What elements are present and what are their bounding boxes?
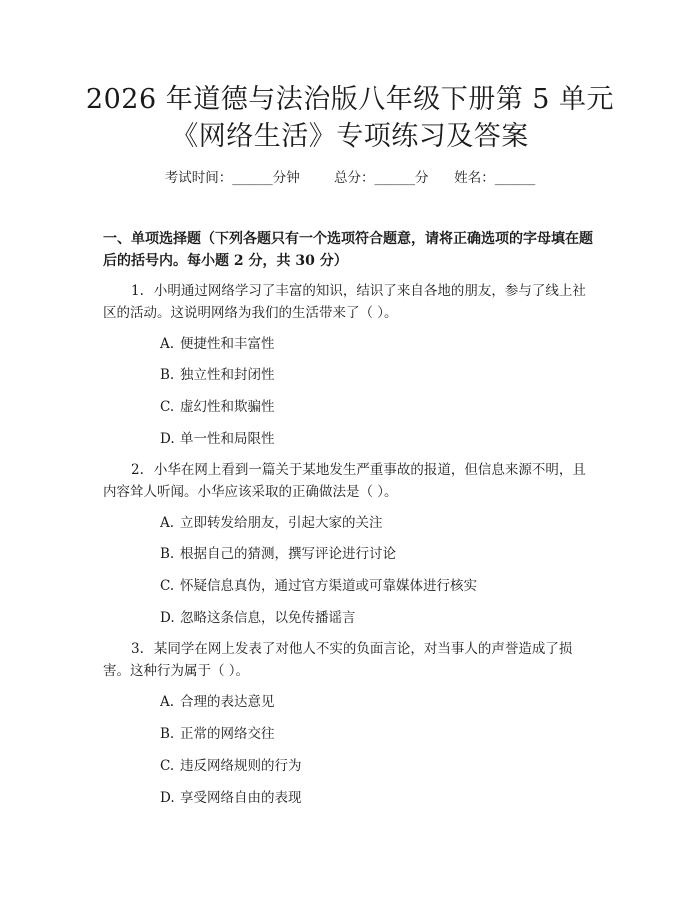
question-3-option-c: C. 违反网络规则的行为 — [160, 758, 302, 774]
question-3-option-b: B. 正常的网络交往 — [160, 726, 275, 742]
total-score-field: 总分：______分 — [334, 170, 429, 186]
question-1-stem-line2: 区的活动。这说明网络为我们的生活带来了（ ）。 — [103, 305, 398, 321]
question-3-stem-line1: 3. 某同学在网上发表了对他人不实的负面言论，对当事人的声誉造成了损 — [131, 641, 573, 657]
question-1-option-b: B. 独立性和封闭性 — [160, 367, 275, 383]
question-1-option-d: D. 单一性和局限性 — [160, 431, 275, 447]
document-title-line2: 《网络生活》专项练习及答案 — [171, 121, 529, 152]
question-1-number: 1. — [131, 283, 144, 299]
section-heading-line2: 后的括号内。每小题 2 分，共 30 分） — [103, 253, 348, 269]
question-2-number: 2. — [131, 462, 144, 478]
exam-time-field: 考试时间：______分钟 — [164, 170, 300, 186]
student-name-field: 姓名：______ — [454, 170, 536, 186]
question-3-option-a: A. 合理的表达意见 — [160, 694, 275, 710]
question-1-option-a: A. 便捷性和丰富性 — [160, 336, 275, 352]
exam-meta — [0, 168, 700, 188]
document-title-line1: 2026 年道德与法治版八年级下册第 5 单元 — [85, 84, 615, 115]
question-1-stem-line1: 1. 小明通过网络学习了丰富的知识，结识了来自各地的朋友，参与了线上社 — [131, 283, 586, 299]
question-3-number: 3. — [131, 641, 144, 657]
question-2-option-b: B. 根据自己的猜测，撰写评论进行讨论 — [160, 546, 396, 562]
section-heading-line1: 一、单项选择题（下列各题只有一个选项符合题意，请将正确选项的字母填在题 — [103, 231, 593, 247]
question-1-option-c: C. 虚幻性和欺骗性 — [160, 399, 275, 415]
question-2-option-c: C. 怀疑信息真伪，通过官方渠道或可靠媒体进行核实 — [160, 578, 477, 594]
question-3-stem-line2: 害。这种行为属于（ ）。 — [103, 663, 250, 679]
question-2-stem-line1: 2. 小华在网上看到一篇关于某地发生严重事故的报道，但信息来源不明，且 — [131, 462, 586, 478]
question-3-option-d: D. 享受网络自由的表现 — [160, 790, 302, 806]
question-2-stem-line2: 内容耸人听闻。小华应该采取的正确做法是（ ）。 — [103, 484, 398, 500]
question-2-option-d: D. 忽略这条信息，以免传播谣言 — [160, 610, 356, 626]
question-2-option-a: A. 立即转发给朋友，引起大家的关注 — [160, 515, 383, 531]
